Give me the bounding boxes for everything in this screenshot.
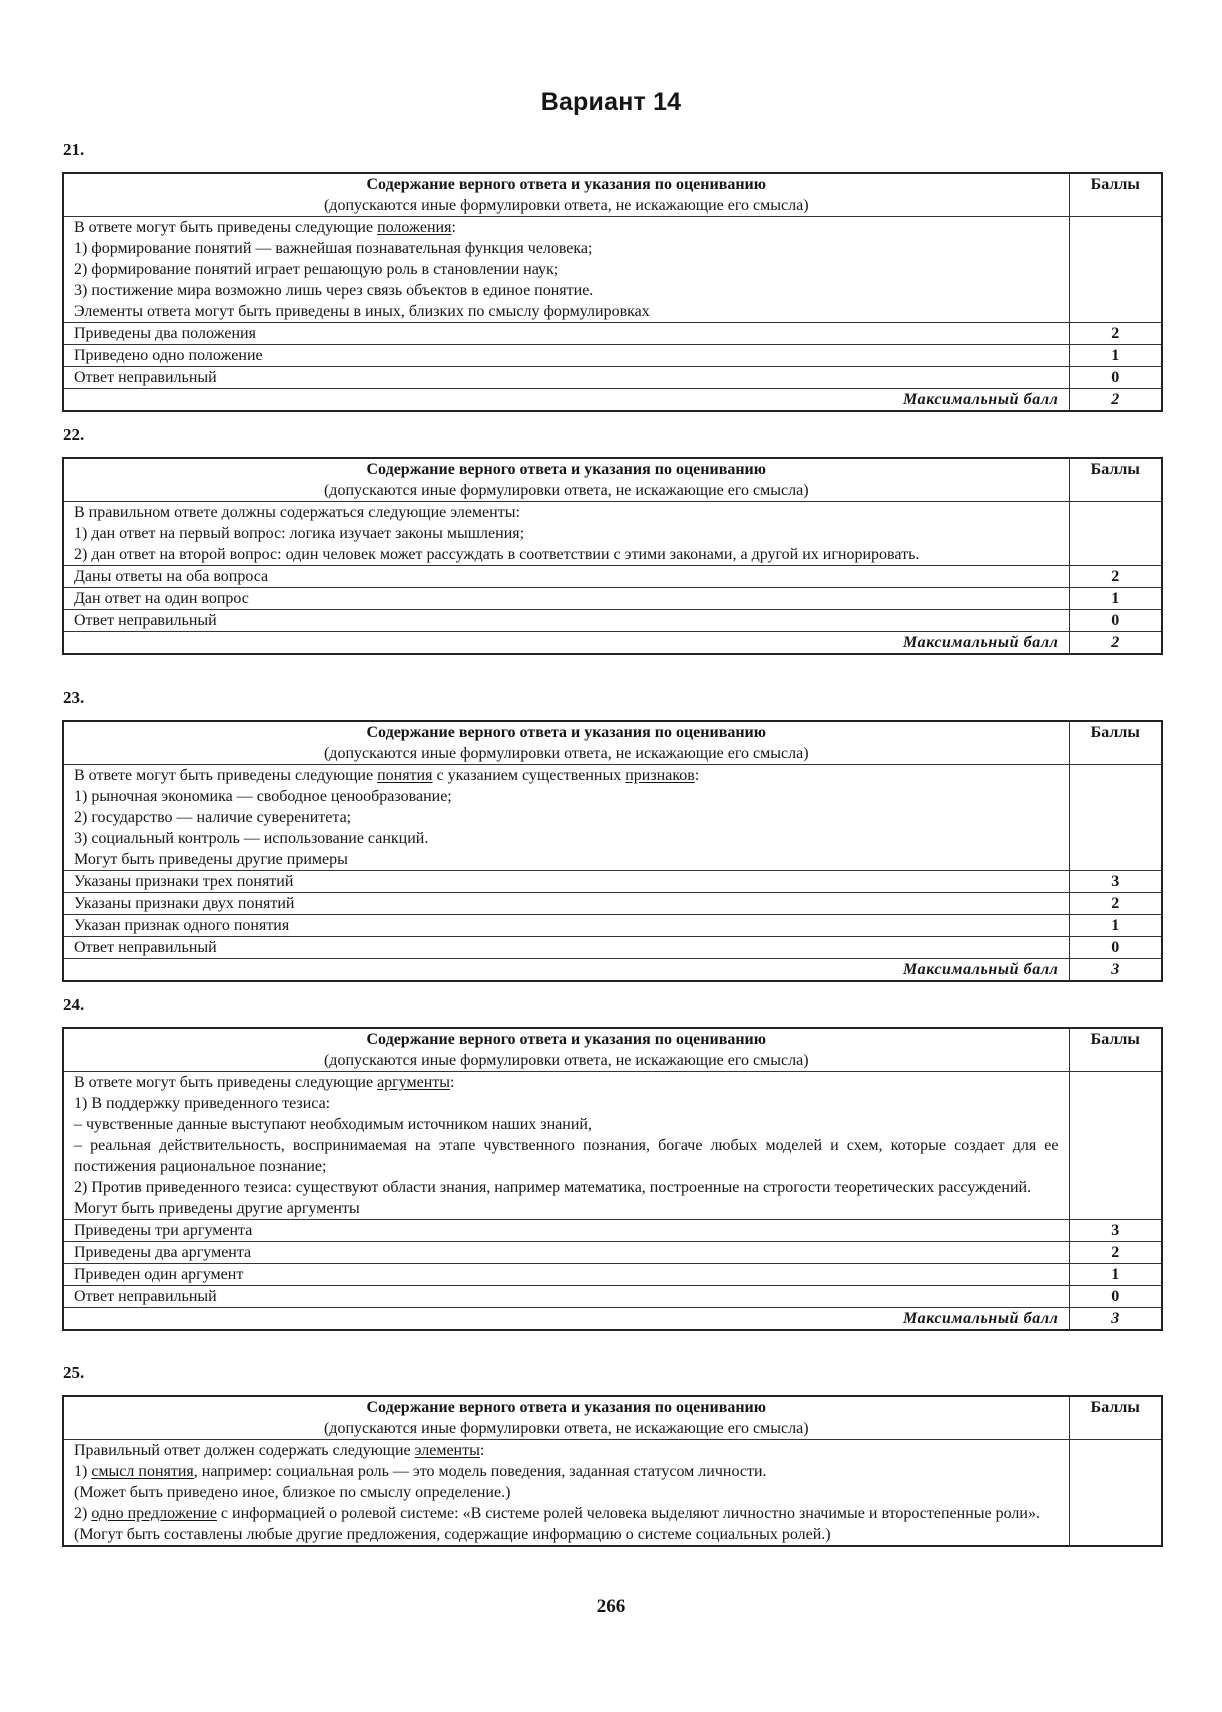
content-line: – чувственные данные выступают необходимым источником наших знаний, [74,1116,592,1133]
content-line: 3) постижение мира возможно лишь через связь объектов в единое понятие. [74,282,594,299]
content-header-title: Содержание верного ответа и указания по оцениванию [366,1031,766,1048]
content-header [63,1396,1069,1440]
content-line: Элементы ответа могут быть приведены в иных, близких по смыслу формулировках [74,303,650,320]
criterion-label: Указаны признаки трех понятий [63,871,1069,893]
content-header [63,173,1069,217]
empty-score-cell [1069,502,1162,566]
content-line: (Могут быть составлены любые другие предложения, содержащие информацию о системе социальных ролей.) [74,1526,831,1543]
empty-score-cell [1069,1440,1162,1547]
answer-content [63,765,1069,871]
criterion-label: Ответ неправильный [63,1286,1069,1308]
criterion-score: 2 [1069,1242,1162,1264]
criterion-score: 3 [1069,871,1162,893]
criterion-score: 3 [1069,1220,1162,1242]
rubric-table [62,1395,1163,1547]
task-24 [62,995,1161,1331]
task-23 [62,688,1161,982]
content-header [63,1028,1069,1072]
score-header: Баллы [1069,458,1162,502]
content-line: (Может быть приведено иное, близкое по смыслу определение.) [74,1484,511,1501]
criterion-label: Ответ неправильный [63,610,1069,632]
score-header: Баллы [1069,173,1162,217]
task-number: 23. [63,688,85,707]
content-header-title: Содержание верного ответа и указания по оцениванию [366,461,766,478]
content-line: В правильном ответе должны содержаться следующие элементы: [74,504,520,521]
max-score-value: 2 [1069,632,1162,655]
content-line: В ответе могут быть приведены следующие положения: [74,219,456,236]
content-line: 2) одно предложение с информацией о ролевой системе: «В системе ролей человека выделяют личностно значимые и второстепенные роли». [74,1505,1040,1522]
content-header-subtitle: (допускаются иные формулировки ответа, не искажающие его смысла) [323,1052,809,1069]
criterion-label: Даны ответы на оба вопроса [63,566,1069,588]
criterion-score: 2 [1069,893,1162,915]
content-line: Могут быть приведены другие примеры [74,851,348,868]
task-22 [62,425,1161,655]
answer-content [63,217,1069,323]
content-line: 2) государство — наличие суверенитета; [74,809,352,826]
task-number: 24. [63,995,85,1014]
content-header-title: Содержание верного ответа и указания по оцениванию [366,1399,766,1416]
criterion-label: Приведены два аргумента [63,1242,1069,1264]
score-header: Баллы [1069,721,1162,765]
max-score-value: 3 [1069,959,1162,982]
task-number: 22. [63,425,85,444]
criterion-score: 0 [1069,937,1162,959]
content-line: 1) рыночная экономика — свободное ценообразование; [74,788,452,805]
criterion-label: Приведены два положения [63,323,1069,345]
content-header-title: Содержание верного ответа и указания по оцениванию [366,176,766,193]
max-score-value: 3 [1069,1308,1162,1331]
criterion-label: Дан ответ на один вопрос [63,588,1069,610]
rubric-table [62,457,1163,655]
criterion-score: 2 [1069,323,1162,345]
answer-content [63,502,1069,566]
content-line: 1) В поддержку приведенного тезиса: [74,1095,331,1112]
score-header: Баллы [1069,1396,1162,1440]
content-line: 1) смысл понятия, например: социальная роль — это модель поведения, заданная статусом личности. [74,1463,767,1480]
max-score-label: Максимальный балл [63,389,1069,412]
criterion-label: Приведено одно положение [63,345,1069,367]
criterion-score: 1 [1069,1264,1162,1286]
task-number: 21. [63,140,85,159]
content-line: Правильный ответ должен содержать следующие элементы: [74,1442,485,1459]
task-25 [62,1363,1161,1547]
content-line: 1) формирование понятий — важнейшая познавательная функция человека; [74,240,593,257]
content-header [63,458,1069,502]
criterion-label: Указаны признаки двух понятий [63,893,1069,915]
criterion-score: 1 [1069,345,1162,367]
content-line: В ответе могут быть приведены следующие понятия с указанием существенных признаков: [74,767,700,784]
content-header-subtitle: (допускаются иные формулировки ответа, не искажающие его смысла) [323,482,809,499]
max-score-label: Максимальный балл [63,1308,1069,1331]
criterion-label: Ответ неправильный [63,367,1069,389]
criterion-label: Приведен один аргумент [63,1264,1069,1286]
max-score-value: 2 [1069,389,1162,412]
criterion-score: 2 [1069,566,1162,588]
content-header-subtitle: (допускаются иные формулировки ответа, не искажающие его смысла) [323,745,809,762]
criterion-score: 1 [1069,588,1162,610]
criterion-label: Указан признак одного понятия [63,915,1069,937]
page-number: 266 [596,1596,626,1617]
empty-score-cell [1069,1072,1162,1220]
content-line: 3) социальный контроль — использование санкций. [74,830,429,847]
rubric-table [62,1027,1163,1331]
content-line: Могут быть приведены другие аргументы [74,1200,360,1217]
max-score-label: Максимальный балл [63,959,1069,982]
criterion-score: 0 [1069,1286,1162,1308]
criterion-score: 0 [1069,610,1162,632]
score-header: Баллы [1069,1028,1162,1072]
content-header-subtitle: (допускаются иные формулировки ответа, не искажающие его смысла) [323,1420,809,1437]
content-line: – реальная действительность, воспринимаемая на этапе чувственного познания, богаче любых моделей и схем, которые создает для ее постижения рациональное познание; [74,1137,1059,1175]
content-line: 2) Против приведенного тезиса: существуют области знания, например математика, построенные на строгости теоретических рассуждений. [74,1179,1032,1196]
task-number: 25. [63,1363,85,1382]
criterion-label: Приведены три аргумента [63,1220,1069,1242]
rubric-table [62,172,1163,412]
max-score-label: Максимальный балл [63,632,1069,655]
content-header-title: Содержание верного ответа и указания по оцениванию [366,724,766,741]
rubric-table [62,720,1163,982]
empty-score-cell [1069,217,1162,323]
page-title: Вариант 14 [540,88,682,116]
answer-content [63,1440,1069,1547]
content-line: 1) дан ответ на первый вопрос: логика изучает законы мышления; [74,525,525,542]
criterion-label: Ответ неправильный [63,937,1069,959]
task-21 [62,140,1161,412]
criterion-score: 0 [1069,367,1162,389]
empty-score-cell [1069,765,1162,871]
content-header-subtitle: (допускаются иные формулировки ответа, не искажающие его смысла) [323,197,809,214]
content-line: 2) дан ответ на второй вопрос: один человек может рассуждать в соответствии с этими законами, а другой их игнорировать. [74,546,920,563]
criterion-score: 1 [1069,915,1162,937]
content-header [63,721,1069,765]
content-line: В ответе могут быть приведены следующие аргументы: [74,1074,455,1091]
content-line: 2) формирование понятий играет решающую роль в становлении наук; [74,261,559,278]
answer-content [63,1072,1069,1220]
